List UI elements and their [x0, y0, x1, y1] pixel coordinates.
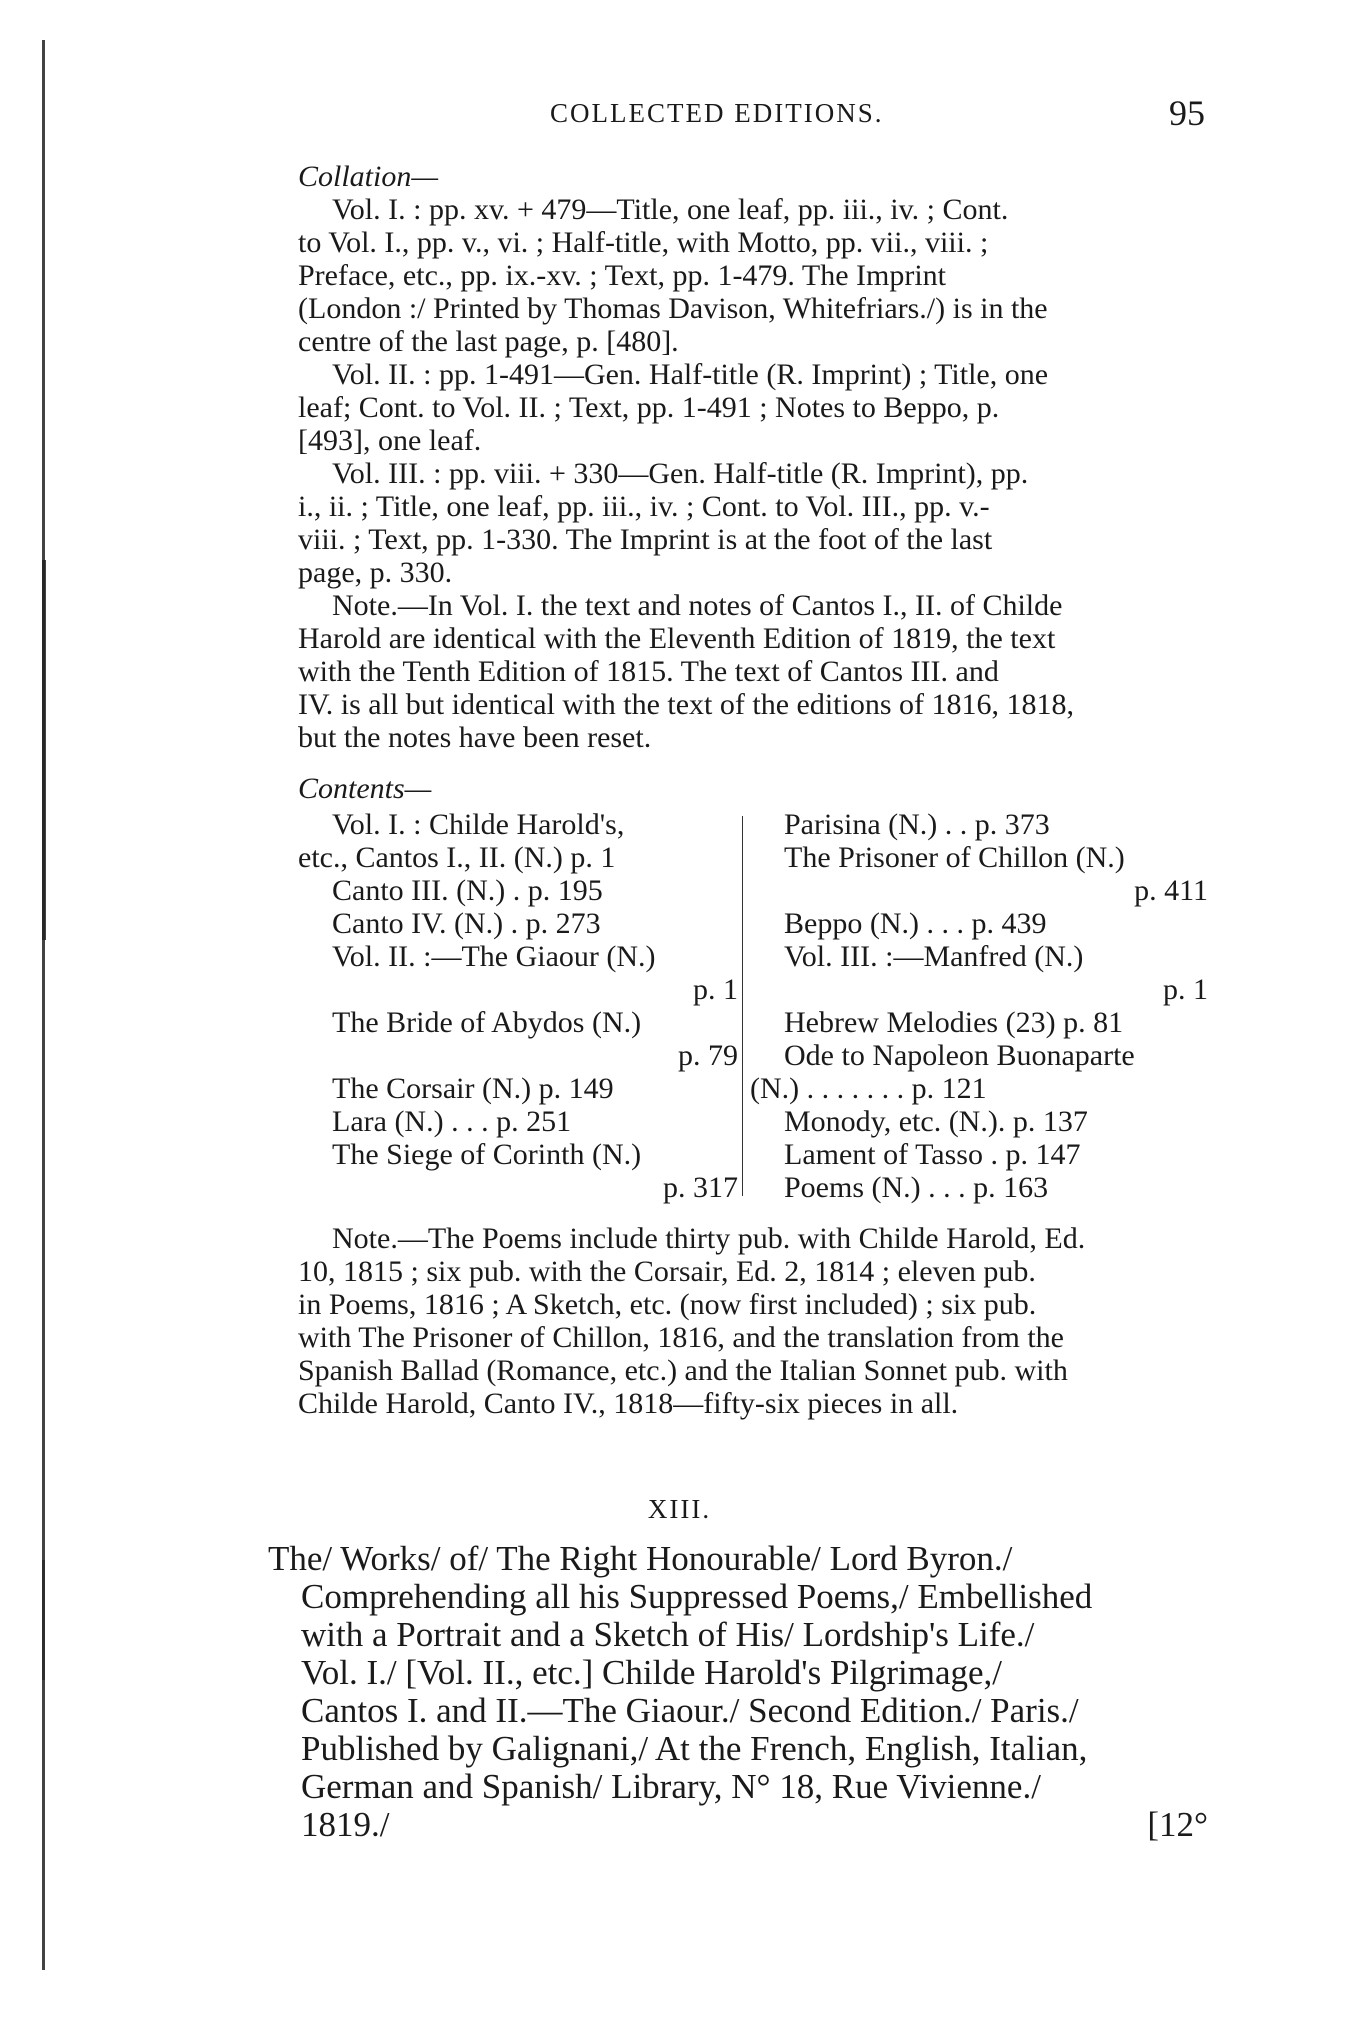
note-line: IV. is all but identical with the text of the editions of 1816, 1818, — [298, 688, 1075, 721]
collation-heading: Collation— — [298, 160, 439, 193]
note2-line: in Poems, 1816 ; A Sketch, etc. (now first included) ; six pub. — [298, 1288, 1037, 1321]
poems-note — [298, 1222, 1208, 1420]
contents-entry: Vol. I. : Childe Harold's, — [332, 808, 625, 841]
note-line: Harold are identical with the Eleventh Edition of 1819, the text — [298, 622, 1056, 655]
section-number: XIII. — [647, 1494, 712, 1524]
contents-heading-block — [298, 772, 1208, 805]
contents-heading: Contents— — [298, 772, 432, 805]
contents-entry: Lament of Tasso . p. 147 — [784, 1138, 1081, 1171]
vol3-line: i., ii. ; Title, one leaf, pp. iii., iv. ; Cont. to Vol. III., pp. v.- — [298, 490, 990, 523]
contents-entry: Parisina (N.) . . p. 373 — [784, 808, 1050, 841]
note2-line: Spanish Ballad (Romance, etc.) and the Italian Sonnet pub. with — [298, 1354, 1068, 1387]
vol1-line: Preface, etc., pp. ix.-xv. ; Text, pp. 1-479. The Imprint — [298, 259, 947, 292]
title-line: The/ Works/ of/ The Right Honourable/ Lord Byron./ — [268, 1539, 1013, 1578]
title-line: Vol. I./ [Vol. II., etc.] Childe Harold's Pilgrimage,/ — [301, 1653, 1003, 1692]
note2-line: with The Prisoner of Chillon, 1816, and the translation from the — [298, 1321, 1064, 1354]
running-title: COLLECTED EDITIONS. — [550, 98, 884, 128]
format-size: [12° — [1147, 1805, 1208, 1844]
contents-entry: Hebrew Melodies (23) p. 81 — [784, 1006, 1124, 1039]
note2-line: 10, 1815 ; six pub. with the Corsair, Ed. 2, 1814 ; eleven pub. — [298, 1255, 1036, 1288]
scan-edge-mark — [42, 560, 46, 940]
contents-left-column — [298, 808, 738, 1204]
scan-edge-line — [42, 40, 45, 1970]
title-line: Published by Galignani,/ At the French, English, Italian, — [301, 1729, 1088, 1768]
vol3-line: viii. ; Text, pp. 1-330. The Imprint is at the foot of the last — [298, 523, 993, 556]
book-title-entry — [268, 1540, 1208, 1844]
vol2-line: leaf; Cont. to Vol. II. ; Text, pp. 1-491 ; Notes to Beppo, p. — [298, 391, 1000, 424]
vol1-line: Vol. I. : pp. xv. + 479—Title, one leaf, pp. iii., iv. ; Cont. — [332, 193, 1009, 226]
contents-entry: Beppo (N.) . . . p. 439 — [784, 907, 1047, 940]
note2-line: Childe Harold, Canto IV., 1818—fifty-six pieces in all. — [298, 1387, 959, 1420]
contents-entry: Vol. III. :—Manfred (N.) — [784, 940, 1084, 973]
contents-entry: p. 411 — [1134, 874, 1208, 907]
contents-entry: Poems (N.) . . . p. 163 — [784, 1171, 1049, 1204]
contents-entry: Canto III. (N.) . p. 195 — [332, 874, 603, 907]
title-last-line — [268, 1806, 1208, 1844]
contents-entry: p. 1 — [1163, 973, 1208, 1006]
vol3-line: Vol. III. : pp. viii. + 330—Gen. Half-title (R. Imprint), pp. — [332, 457, 1029, 490]
contents-entry: p. 1 — [693, 973, 738, 1006]
note-line: with the Tenth Edition of 1815. The text of Cantos III. and — [298, 655, 999, 688]
contents-entry: etc., Cantos I., II. (N.) p. 1 — [298, 841, 616, 874]
contents-entry: The Corsair (N.) p. 149 — [332, 1072, 614, 1105]
vol1-line: to Vol. I., pp. v., vi. ; Half-title, with Motto, pp. vii., viii. ; — [298, 226, 989, 259]
contents-right-column — [750, 808, 1208, 1204]
note2-line: Note.—The Poems include thirty pub. with Childe Harold, Ed. — [332, 1222, 1086, 1255]
title-line: 1819./ — [301, 1805, 390, 1844]
scan-edge-mark-lower — [42, 1560, 45, 1680]
contents-entry: p. 317 — [663, 1171, 738, 1204]
note-line: but the notes have been reset. — [298, 721, 652, 754]
note-line: Note.—In Vol. I. the text and notes of Cantos I., II. of Childe — [332, 589, 1063, 622]
title-line: Comprehending all his Suppressed Poems,/ Embellished — [301, 1577, 1093, 1616]
vol3-line: page, p. 330. — [298, 556, 453, 589]
title-line: Cantos I. and II.—The Giaour./ Second Edition./ Paris./ — [301, 1691, 1079, 1730]
vol2-line: Vol. II. : pp. 1-491—Gen. Half-title (R. Imprint) ; Title, one — [332, 358, 1049, 391]
title-line: with a Portrait and a Sketch of His/ Lordship's Life./ — [301, 1615, 1035, 1654]
contents-entry: Lara (N.) . . . p. 251 — [332, 1105, 572, 1138]
vol1-line: (London :/ Printed by Thomas Davison, Whitefriars./) is in the — [298, 292, 1048, 325]
page-number: 95 — [1169, 93, 1205, 133]
contents-entry: Ode to Napoleon Buonaparte — [784, 1039, 1135, 1072]
contents-entry: p. 79 — [678, 1039, 738, 1072]
contents-entry: Monody, etc. (N.). p. 137 — [784, 1105, 1088, 1138]
contents-entry: (N.) . . . . . . . p. 121 — [750, 1072, 987, 1105]
contents-entry: Vol. II. :—The Giaour (N.) — [332, 940, 656, 973]
column-divider — [742, 816, 743, 1196]
collation-section — [298, 160, 1208, 754]
page-header — [300, 93, 1205, 142]
contents-entry: The Prisoner of Chillon (N.) — [784, 841, 1125, 874]
contents-entry: The Siege of Corinth (N.) — [332, 1138, 642, 1171]
contents-entry: Canto IV. (N.) . p. 273 — [332, 907, 601, 940]
contents-entry: The Bride of Abydos (N.) — [332, 1006, 642, 1039]
vol2-line: [493], one leaf. — [298, 424, 482, 457]
title-line: German and Spanish/ Library, N° 18, Rue Vivienne./ — [301, 1767, 1041, 1806]
vol1-line: centre of the last page, p. [480]. — [298, 325, 679, 358]
